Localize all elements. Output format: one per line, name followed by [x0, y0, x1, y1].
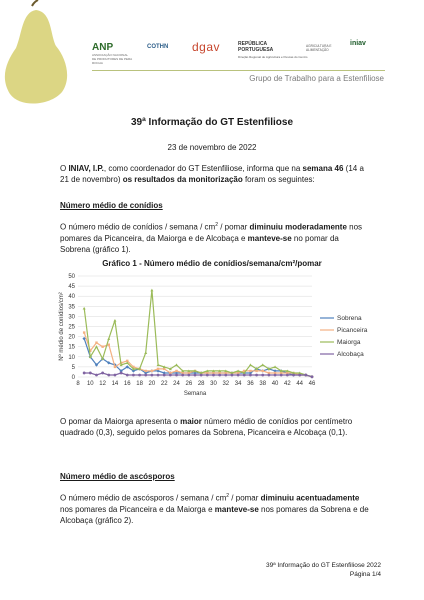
data-point [286, 374, 289, 377]
y-tick-label: 15 [68, 344, 75, 351]
legend-label: Sobrena [337, 315, 362, 322]
y-tick-label: 45 [68, 284, 75, 291]
data-point [187, 374, 190, 377]
x-tick-label: 24 [173, 381, 180, 387]
data-point [206, 374, 209, 377]
data-point [175, 374, 178, 377]
data-point [83, 372, 86, 375]
data-point [120, 372, 123, 375]
data-point [157, 374, 160, 377]
y-tick-label: 50 [68, 274, 75, 280]
intro-paragraph: O INIAV, I.P., como coordenador do GT Estenfiliose, informa que na semana 46 (14 a 21 de novembro) os resultados da monitorização foram os seguintes: [60, 164, 364, 185]
x-tick-label: 32 [222, 381, 230, 387]
data-point [83, 307, 86, 310]
data-point [249, 370, 251, 372]
data-point [150, 374, 153, 377]
ascosporos-paragraph: O número médio de ascósporos / semana / $cm^2$ / pomar diminuiu acentuadamente nos pomares da Picanceira e da Maiorga e manteve-se nos pomares da Sobrena e de Alcobaça (gráfico 2). [60, 493, 369, 526]
x-tick-label: 28 [197, 381, 205, 387]
x-tick-label: 46 [308, 381, 316, 387]
legend-label: Picanceira [337, 327, 368, 334]
data-point [262, 370, 264, 372]
y-tick-label: 10 [68, 354, 75, 361]
data-point [261, 374, 264, 377]
x-tick-label: 38 [259, 381, 267, 387]
header-rule [92, 70, 385, 71]
legend-label: Maiorga [337, 339, 361, 346]
page-title: 39ª Informação do GT Estenfiliose [130, 117, 294, 128]
y-tick-label: 30 [68, 314, 75, 321]
data-point [249, 374, 252, 377]
x-tick-label: 36 [247, 381, 254, 387]
data-point [280, 374, 283, 377]
data-point [292, 374, 295, 377]
data-point [107, 374, 110, 377]
data-point [175, 370, 177, 372]
x-tick-label: 10 [86, 381, 94, 387]
data-point [200, 374, 203, 377]
y-tick-label: 35 [68, 304, 75, 311]
data-point [144, 374, 147, 377]
data-point [224, 374, 227, 377]
data-point [138, 374, 141, 377]
data-point [145, 370, 147, 372]
republica-logo-subtitle: Direção Regional de Agricultura e Pescas do Centro [238, 55, 308, 59]
data-point [151, 370, 153, 372]
data-point [255, 374, 258, 377]
dgav-logo: dgav [192, 40, 221, 54]
data-point [150, 289, 153, 292]
data-point [212, 374, 215, 377]
y-tick-label: 25 [68, 324, 75, 331]
group-title: Grupo de Trabalho para a Estenfiliose [249, 74, 384, 83]
x-tick-label: 14 [111, 381, 119, 387]
data-point [274, 374, 277, 377]
pear-logo-icon [0, 0, 70, 105]
x-tick-label: 16 [123, 381, 131, 387]
conidios-paragraph: O número médio de conídios / semana / $cm^2$ / pomar diminuiu moderadamente nos pomares da Picanceira, da Maiorga e de Alcobaça e manteve-se no pomar da Sobrena (gráfico 1). [60, 222, 363, 255]
x-tick-label: 8 [76, 381, 80, 387]
footer-page-number: Página 1/4 [349, 571, 381, 578]
section-heading-ascosporos: Número médio de ascósporos [60, 472, 175, 481]
y-axis-label: Nº médio de conídios/cm² [59, 292, 65, 361]
legend-label: Alcobaça [337, 351, 364, 358]
data-point [249, 363, 252, 366]
series-line-picanceira [84, 333, 312, 377]
data-point [175, 363, 178, 366]
data-point [101, 372, 104, 375]
document-date: 23 de novembro de 2022 [167, 143, 257, 152]
data-point [169, 374, 172, 377]
footer-title: 39ª Informação do GT Estenfiliose 2022 [265, 562, 381, 569]
y-tick-label: 20 [68, 334, 75, 341]
x-tick-label: 44 [296, 381, 304, 387]
data-point [157, 368, 159, 370]
y-tick-label: 5 [71, 364, 75, 371]
partner-logos [92, 36, 382, 66]
x-tick-label: 40 [271, 381, 279, 387]
chart-title: Gráfico 1 - Número médio de conídios/semana/cm²/pomar [102, 259, 322, 268]
data-point [107, 337, 110, 340]
iniav-logo: iniav [350, 40, 366, 47]
data-point [311, 375, 314, 378]
x-tick-label: 26 [185, 381, 193, 387]
section-heading-conidios: Número médio de conídios [60, 201, 163, 210]
agricultura-logo: AGRICULTURA E ALIMENTAÇÃO [306, 44, 332, 52]
data-point [83, 331, 85, 333]
data-point [267, 374, 270, 377]
maiorga-paragraph: O pomar da Maiorga apresenta o maior número médio de conídios por centímetro quadrado (0,3), seguido pelos pomares da Sobrena, Picanceira e Alcobaça (0,1). [60, 417, 353, 438]
anp-logo-subtitle: ASSOCIAÇÃO NACIONAL DE PRODUTORES DE PERA ROCHA [92, 53, 132, 65]
x-tick-label: 18 [136, 381, 143, 387]
data-point [194, 374, 197, 377]
data-point [218, 374, 221, 377]
data-point [114, 374, 117, 377]
x-tick-label: 42 [284, 381, 291, 387]
data-point [126, 374, 129, 377]
data-point [114, 366, 116, 368]
data-point [101, 346, 103, 348]
data-point [113, 319, 116, 322]
y-tick-label: 40 [68, 294, 75, 301]
y-tick-label: 0 [71, 375, 75, 381]
data-point [132, 374, 135, 377]
x-tick-label: 20 [148, 381, 156, 387]
anp-logo: ANP [92, 42, 114, 53]
data-point [89, 372, 92, 375]
data-point [261, 363, 264, 366]
data-point [108, 343, 110, 345]
data-point [231, 374, 234, 377]
data-point [304, 374, 307, 377]
series-line-maiorga [84, 290, 312, 376]
conidios-line-chart [58, 270, 370, 410]
x-tick-label: 22 [160, 381, 168, 387]
x-axis-label: Semana [183, 391, 207, 397]
republica-logo: REPÚBLICA PORTUGUESA [238, 41, 274, 53]
data-point [95, 341, 97, 343]
data-point [181, 374, 184, 377]
x-tick-label: 34 [234, 381, 242, 387]
cothn-logo: COTHN [147, 44, 169, 50]
data-point [237, 374, 240, 377]
data-point [144, 351, 147, 354]
x-tick-label: 30 [210, 381, 217, 387]
data-point [298, 374, 301, 377]
data-point [243, 374, 246, 377]
data-point [95, 374, 98, 377]
data-point [163, 374, 166, 377]
x-tick-label: 12 [99, 381, 106, 387]
